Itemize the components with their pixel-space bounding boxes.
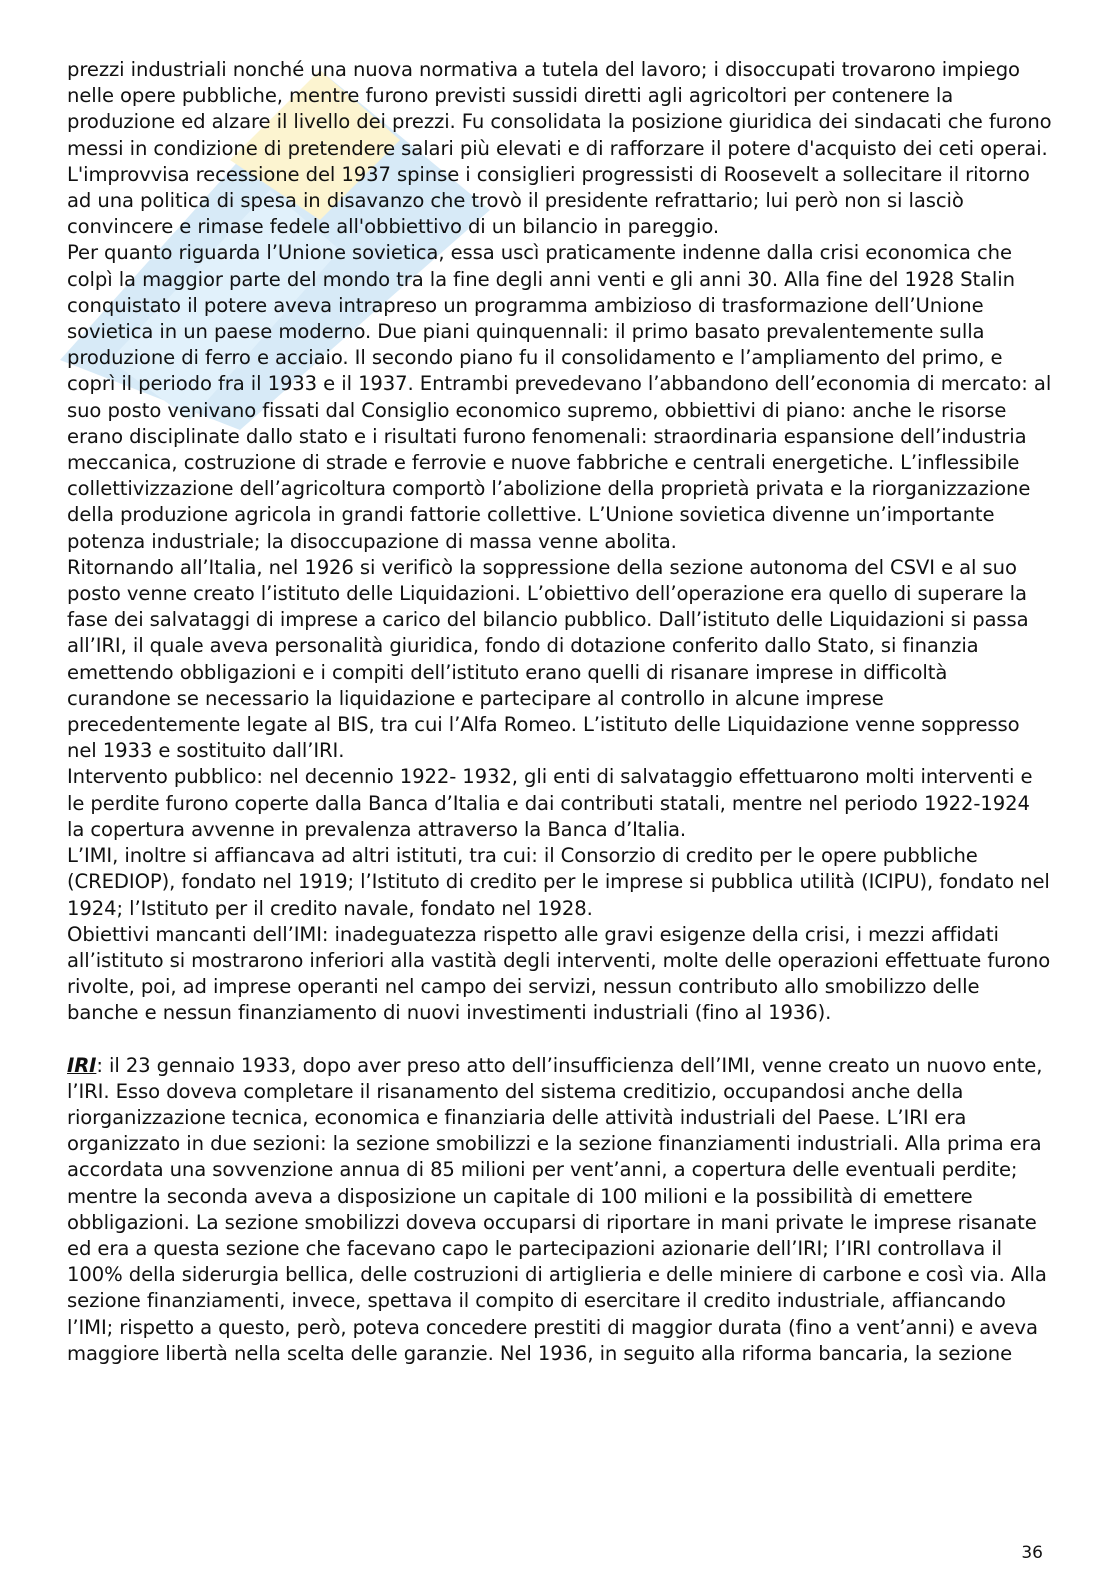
paragraph-spacer bbox=[67, 1027, 1052, 1053]
paragraph-imi-istituti: L’IMI, inoltre si affiancava ad altri istituti, tra cui: il Consorzio di credito per le opere pubbliche (CREDIOP), fondato nel 1919; l’Istituto di credito per le imprese si pubblica utilità (ICIPU), fondato nel 1924; l’Istituto per il credito navale, fondato nel 1928. bbox=[67, 844, 1050, 920]
paragraph-italy-liquidazioni: Ritornando all’Italia, nel 1926 si verificò la soppressione della sezione autonoma del CSVI e al suo posto venne creato l’istituto delle Liquidazioni. L’obiettivo dell’operazione era quello di superare la fase dei salvataggi di imprese a carico del bilancio pubblico. Dall’istituto delle Liquidazioni si passa all’IRI, il quale aveva personalità giuridica, fondo di dotazione conferito dallo Stato, si finanzia emettendo obbligazioni e i compiti dell’istituto erano quelli di risanare imprese in difficoltà curandone se necessario la liquidazione e partecipare al controllo in alcune imprese precedentemente legate al BIS, tra cui l’Alfa Romeo. L’istituto delle Liquidazione venne soppresso nel 1933 e sostituito dall’IRI. bbox=[67, 555, 1029, 763]
paragraph-soviet-union: Per quanto riguarda l’Unione sovietica, essa uscì praticamente indenne dalla crisi economica che colpì la maggior parte del mondo tra la fine degli anni venti e gli anni 30. Alla fine del 1928 Stalin conquistato il potere aveva intrapreso un programma ambizioso di trasformazione dell’Unione sovietica in un paese moderno. Due piani quinquennali: il primo basato prevalentemente sulla produzione di ferro e acciaio. Il secondo piano fu il consolidamento e l’ampliamento del primo, e coprì il periodo fra il 1933 e il 1937. Entrambi prevedevano l’abbandono dell’economia di mercato: al suo posto venivano fissati dal Consiglio economico supremo, obbiettivi di piano: anche le risorse erano disciplinate dallo stato e i risultati furono fenomenali: straordinaria espansione dell’industria meccanica, costruzione di strade e ferrovie e nuove fabbriche e centrali energetiche. L’inflessibile collettivizzazione dell’agricoltura comportò l’abolizione della proprietà privata e la riorganizzazione della produzione agricola in grandi fattorie collettive. L’Unione sovietica divenne un’importante potenza industriale; la disoccupazione di massa venne abolita. bbox=[67, 241, 1052, 553]
paragraph-intervento-pubblico: Intervento pubblico: nel decennio 1922- 1932, gli enti di salvataggio effettuarono molti interventi e le perdite furono coperte dalla Banca d’Italia e dai contributi statali, mentre nel periodo 1922-1924 la copertura avvenne in prevalenza attraverso la Banca d’Italia. bbox=[67, 765, 1033, 841]
iri-heading: IRI bbox=[67, 1053, 97, 1077]
paragraph-usa-new-deal: prezzi industriali nonché una nuova normativa a tutela del lavoro; i disoccupati trovarono impiego nelle opere pubbliche, mentre furono previsti sussidi diretti agli agricoltori per contenere la produzione ed alzare il livello dei prezzi. Fu consolidata la posizione giuridica dei sindacati che furono messi in condizione di pretendere salari più elevati e di rafforzare il potere d'acquisto dei ceti operai. bbox=[67, 58, 1052, 160]
document-body bbox=[67, 57, 1052, 1367]
paragraph-recession-1937: L'improvvisa recessione del 1937 spinse i consiglieri progressisti di Roosevelt a sollecitare il ritorno ad una politica di spesa in disavanzo che trovò il presidente refrattario; lui però non si lasciò convincere e rimase fedele all'obbiettivo di un bilancio in pareggio. bbox=[67, 162, 1030, 239]
page-number: 36 bbox=[1021, 1543, 1043, 1563]
paragraph-iri bbox=[67, 1053, 1052, 1367]
paragraph-obiettivi-imi: Obiettivi mancanti dell’IMI: inadeguatezza rispetto alle gravi esigenze della crisi, i mezzi affidati all’istituto si mostrarono inferiori alla vastità degli interventi, molte delle operazioni effettuate furono rivolte, poi, ad imprese operanti nel campo dei servizi, nessun contributo allo smobilizzo delle banche e nessun finanziamento di nuovi investimenti industriali (fino al 1936). bbox=[67, 922, 1051, 1025]
iri-text: : il 23 gennaio 1933, dopo aver preso atto dell’insufficienza dell’IMI, venne creato un nuovo ente, l’IRI. Esso doveva completare il risanamento del sistema creditizio, occupandosi anche della riorganizzazione tecnica, economica e finanziaria delle attività industriali del Paese. L’IRI era organizzato in due sezioni: la sezione smobilizzi e la sezione finanziamenti industriali. Alla prima era accordata una sovvenzione annua di 85 milioni per vent’anni, a copertura delle eventuali perdite; mentre la seconda aveva a disposizione un capitale di 100 milioni e la possibilità di emettere obbligazioni. La sezione smobilizzi doveva occuparsi di riportare in mani private le imprese risanate ed era a questa sezione che facevano capo le partecipazioni azionarie dell’IRI; l’IRI controllava il 100% della siderurgia bellica, delle costruzioni di artiglieria e delle miniere di carbone e così via. Alla sezione finanziamenti, invece, spettava il compito di esercitare il credito industriale, affiancando l’IMI; rispetto a questo, però, poteva concedere prestiti di maggior durata (fino a vent’anni) e aveva maggiore libertà nella scelta delle garanzie. Nel 1936, in seguito alla riforma bancaria, la sezione bbox=[67, 1053, 1047, 1365]
